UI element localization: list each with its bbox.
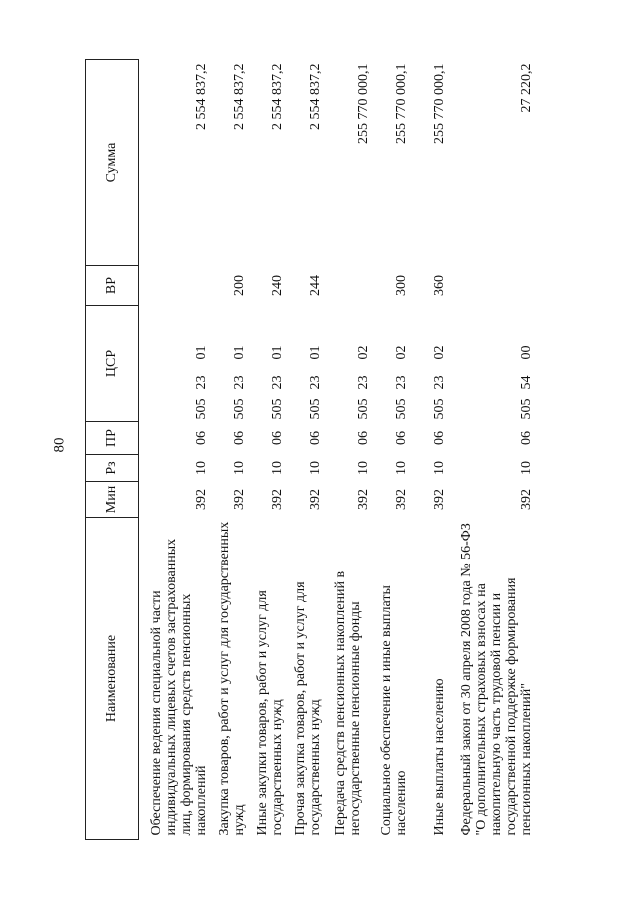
csr-subprogram: 23: [194, 375, 209, 390]
rotated-table-frame: [85, 60, 534, 840]
row-rz: 10: [432, 461, 447, 475]
csr-program: 505: [432, 398, 447, 420]
row-sum: 2 554 837,2: [270, 63, 285, 130]
csr-subprogram: 54: [519, 375, 534, 390]
csr-item: 01: [270, 345, 285, 360]
header-min: Мин: [86, 482, 139, 518]
csr-program: 505: [194, 398, 209, 420]
row-min: 392: [194, 489, 209, 510]
row-rz: 10: [232, 461, 247, 475]
row-pr: 06: [308, 431, 323, 445]
row-pr: 06: [432, 431, 447, 445]
row-vr: [325, 266, 373, 306]
row-sum: 27 220,2: [519, 63, 534, 113]
csr-item: 02: [432, 345, 447, 360]
rotated-page-content: [85, 60, 534, 840]
header-pr: ПР: [86, 422, 139, 455]
table-row: [211, 60, 249, 840]
csr-program: 505: [394, 398, 409, 420]
row-sum: 255 770 000,1: [432, 63, 447, 144]
row-vr: [449, 266, 536, 306]
row-min: 392: [432, 489, 447, 510]
csr-item: 01: [232, 345, 247, 360]
table-header-row: [86, 60, 139, 840]
row-rz: 10: [194, 461, 209, 475]
row-csr: [249, 306, 287, 422]
row-name: Иные выплаты населению: [432, 678, 447, 836]
row-name: Закупка товаров, работ и услуг для государственных нужд: [217, 521, 247, 836]
table-row: [325, 60, 373, 840]
row-min: 392: [232, 489, 247, 510]
csr-item: 01: [194, 345, 209, 360]
row-name: Федеральный закон от 30 апреля 2008 года № 56-ФЗ "О дополнительных страховых взносах на накопительную часть трудовой пенсии и государственной поддержке формирования пенсионных накоплений": [459, 523, 534, 836]
row-csr: [449, 306, 536, 422]
csr-subprogram: 23: [232, 375, 247, 390]
table-row: [449, 60, 536, 840]
row-rz: 10: [270, 461, 285, 475]
row-sum: 255 770 000,1: [356, 63, 371, 144]
row-min: 392: [519, 489, 534, 510]
header-vr: ВР: [86, 266, 139, 306]
csr-subprogram: 23: [308, 375, 323, 390]
table-row: [249, 60, 287, 840]
csr-item: 00: [519, 345, 534, 360]
csr-item: 01: [308, 345, 323, 360]
row-vr: 360: [432, 275, 447, 296]
row-pr: 06: [270, 431, 285, 445]
row-min: 392: [308, 489, 323, 510]
row-csr: [373, 306, 411, 422]
csr-subprogram: 23: [394, 375, 409, 390]
table-row: [287, 60, 325, 840]
table-row: [373, 60, 411, 840]
row-sum: 255 770 000,1: [394, 63, 409, 144]
csr-item: 02: [356, 345, 371, 360]
row-csr: [287, 306, 325, 422]
page-number: 80: [51, 437, 68, 453]
header-sum: Сумма: [86, 60, 139, 266]
table-row: [411, 60, 449, 840]
csr-item: 02: [394, 345, 409, 360]
row-vr: 200: [232, 275, 247, 296]
csr-program: 505: [308, 398, 323, 420]
row-name: Обеспечение ведения специальной части индивидуальных лицевых счетов застрахованных лиц, формирования средств пенсионных накоплений: [149, 538, 209, 836]
row-min: 392: [356, 489, 371, 510]
row-pr: 06: [519, 431, 534, 445]
row-name: Социальное обеспечение и иные выплаты населению: [379, 585, 409, 836]
csr-program: 505: [232, 398, 247, 420]
row-rz: 10: [308, 461, 323, 475]
row-pr: 06: [394, 431, 409, 445]
csr-subprogram: 23: [432, 375, 447, 390]
row-min: 392: [270, 489, 285, 510]
row-vr: 300: [394, 275, 409, 296]
row-vr: 240: [270, 275, 285, 296]
header-rz: Рз: [86, 455, 139, 482]
row-pr: 06: [194, 431, 209, 445]
header-csr: ЦСР: [86, 306, 139, 422]
csr-program: 505: [356, 398, 371, 420]
row-csr: [211, 306, 249, 422]
row-pr: 06: [232, 431, 247, 445]
row-csr: [139, 306, 212, 422]
row-sum: 2 554 837,2: [308, 63, 323, 130]
row-sum: 2 554 837,2: [194, 63, 209, 130]
row-csr: [325, 306, 373, 422]
row-csr: [411, 306, 449, 422]
row-vr: [139, 266, 212, 306]
row-sum: 2 554 837,2: [232, 63, 247, 130]
csr-subprogram: 23: [270, 375, 285, 390]
row-rz: 10: [519, 461, 534, 475]
csr-program: 505: [270, 398, 285, 420]
row-name: Передача средств пенсионных накоплений в негосударственные пенсионные фонды: [333, 570, 363, 836]
budget-table: [85, 59, 536, 840]
table-row: [139, 60, 212, 840]
header-name: Наименование: [86, 518, 139, 840]
row-rz: 10: [394, 461, 409, 475]
csr-program: 505: [519, 398, 534, 420]
row-vr: 244: [308, 275, 323, 296]
row-pr: 06: [356, 431, 371, 445]
row-rz: 10: [356, 461, 371, 475]
row-name: Иные закупки товаров, работ и услуг для государственных нужд: [255, 590, 285, 836]
row-min: 392: [394, 489, 409, 510]
csr-subprogram: 23: [356, 375, 371, 390]
row-name: Прочая закупка товаров, работ и услуг для государственных нужд: [293, 581, 323, 836]
